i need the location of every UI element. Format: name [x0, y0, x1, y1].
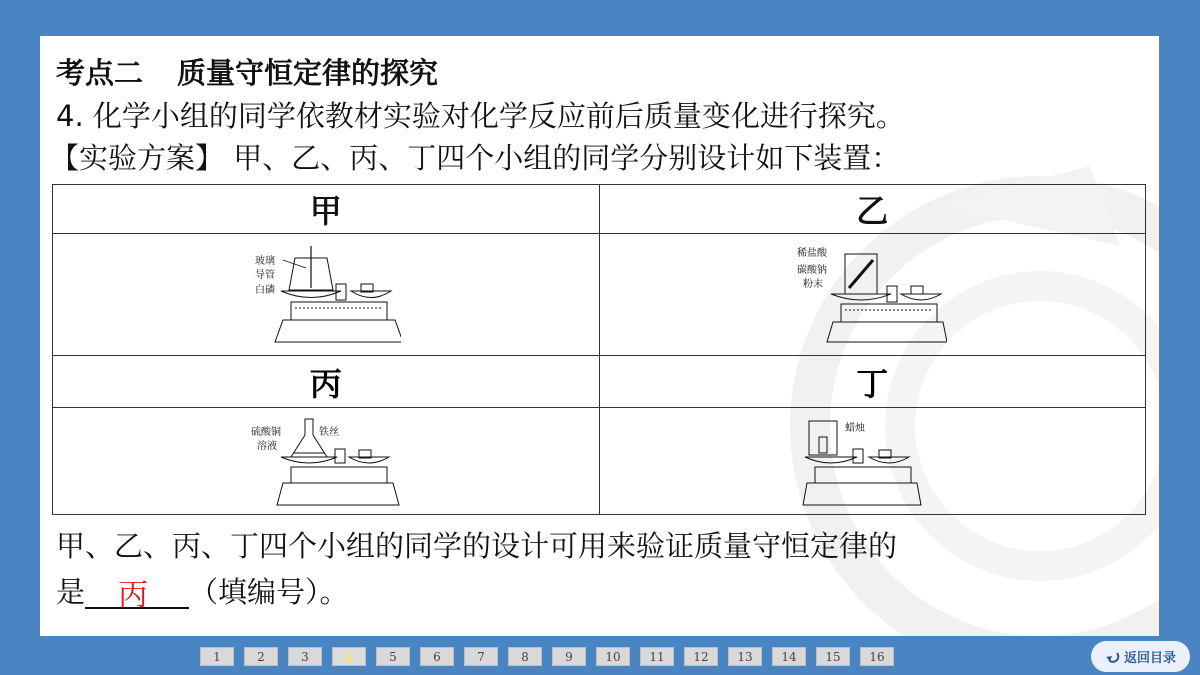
label-cuso4: 硫酸铜	[250, 427, 281, 438]
page-button-16[interactable]: 16	[860, 647, 894, 666]
content-card	[40, 36, 1159, 636]
answer-line: 是 丙 （填编号）。	[56, 575, 349, 613]
group-name-bing: 丙	[53, 356, 600, 408]
apparatus-bing	[53, 408, 600, 515]
page-button-2[interactable]: 2	[244, 647, 278, 666]
label-phosphorus: 白磷	[254, 284, 275, 296]
answer-prompt: 甲、乙、丙、丁四个小组的同学的设计可用来验证质量守恒定律的	[56, 529, 898, 563]
page-button-11[interactable]: 11	[640, 647, 674, 666]
plan-text: 【实验方案】 甲、乙、丙、丁四个小组的同学分别设计如下装置：	[50, 141, 901, 175]
page-button-15[interactable]: 15	[816, 647, 850, 666]
back-button-label: 返回目录	[1123, 651, 1176, 666]
apparatus-ding	[599, 408, 1146, 515]
label-powder: 粉末	[803, 278, 824, 290]
page-button-12[interactable]: 12	[684, 647, 718, 666]
apparatus-jia	[53, 234, 600, 356]
back-to-contents-button[interactable]	[1091, 641, 1190, 672]
page-button-7[interactable]: 7	[464, 647, 498, 666]
label-na2co3: 碳酸钠	[797, 264, 828, 276]
label-iron-wire: 铁丝	[318, 427, 339, 438]
label-tube: 导管	[254, 269, 275, 281]
label-candle: 蜡烛	[845, 423, 866, 434]
section-heading: 考点二 质量守恒定律的探究	[56, 56, 439, 90]
page-button-9[interactable]: 9	[552, 647, 586, 666]
group-name-ding: 丁	[599, 356, 1146, 408]
label-glass: 玻璃	[254, 255, 275, 267]
answer-value: 丙	[118, 578, 149, 613]
answer-blank	[85, 573, 189, 613]
question-text: 4. 化学小组的同学依教材实验对化学反应前后质量变化进行探究。	[56, 99, 905, 133]
page-button-8[interactable]: 8	[508, 647, 542, 666]
page-button-6[interactable]: 6	[420, 647, 454, 666]
page-button-1[interactable]: 1	[200, 647, 234, 666]
group-name-jia: 甲	[53, 185, 600, 234]
label-hcl: 稀盐酸	[797, 247, 828, 259]
return-arrow-icon	[1105, 650, 1121, 664]
page-button-14[interactable]: 14	[772, 647, 806, 666]
page-button-4[interactable]: 4	[332, 647, 366, 666]
page-button-13[interactable]: 13	[728, 647, 762, 666]
page-button-10[interactable]: 10	[596, 647, 630, 666]
group-name-yi: 乙	[599, 185, 1146, 234]
apparatus-table	[52, 184, 1146, 515]
page-navigation	[200, 647, 904, 666]
page-button-3[interactable]: 3	[288, 647, 322, 666]
page-button-5[interactable]: 5	[376, 647, 410, 666]
label-solution: 溶液	[256, 441, 277, 452]
apparatus-yi	[599, 234, 1146, 356]
